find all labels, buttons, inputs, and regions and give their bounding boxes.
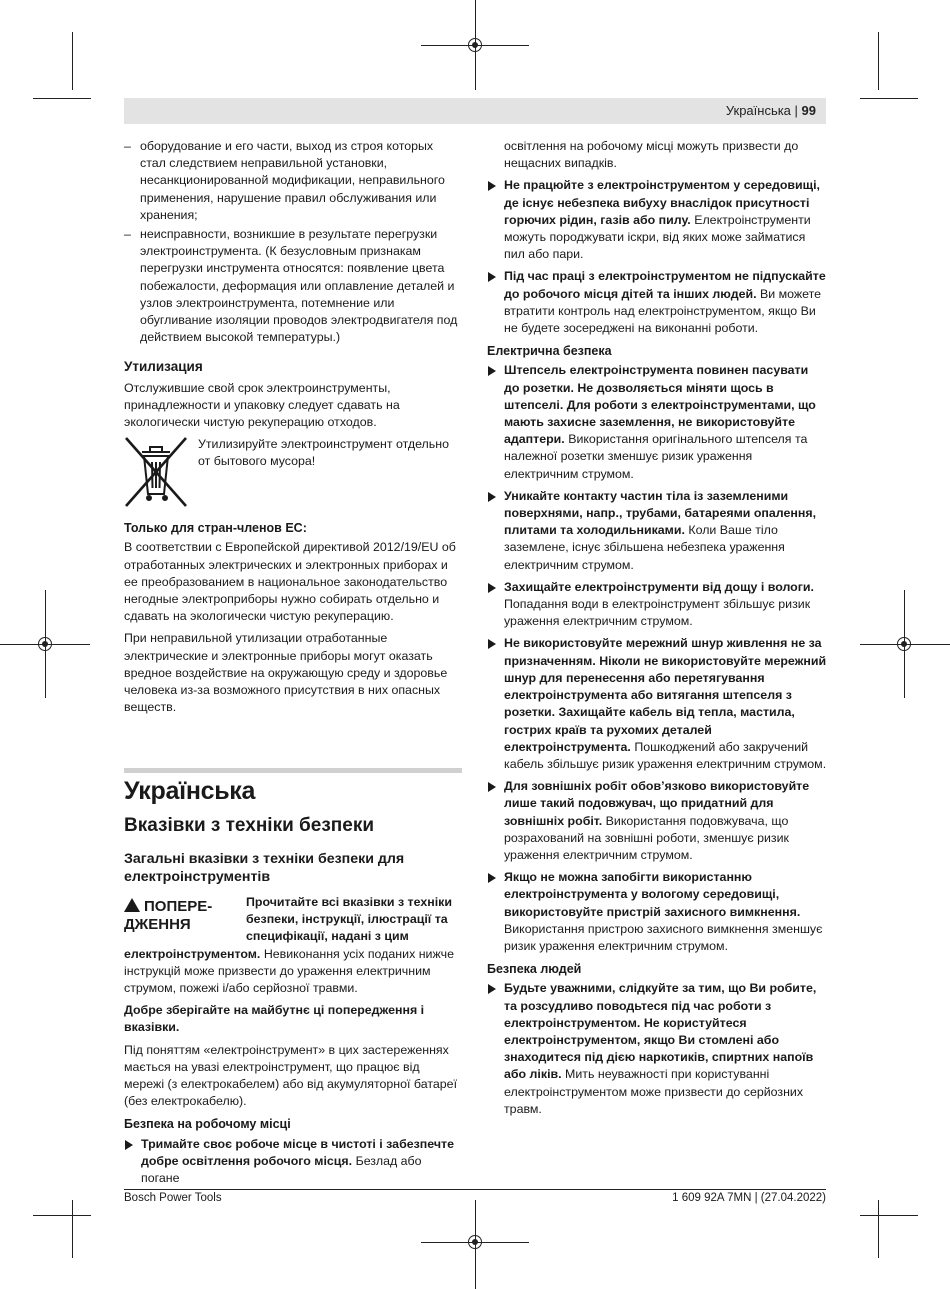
electric-safety-heading: Електрична безпека xyxy=(487,344,612,359)
warning-text: Невиконання усіх поданих нижче інструкцій може призвести до ураження електричним струмом, пожежі і/або серйозної травми. xyxy=(124,946,454,995)
crop-mark xyxy=(878,1200,879,1258)
crop-mark xyxy=(72,1200,73,1258)
footer-doc-number: 1 609 92A 7MN | (27.04.2022) xyxy=(672,1192,826,1204)
safety-bullet: Уникайте контакту частин тіла із заземленими поверхнями, напр., трубами, батареями опалення, плитами та холодильниками. Коли Ваше тіло заземлене, існує збільшена небезпека ураження електричним струмом. xyxy=(487,488,827,574)
crop-mark xyxy=(860,1215,918,1216)
warning-block xyxy=(124,894,462,997)
crop-mark xyxy=(33,1215,91,1216)
registration-mark-icon xyxy=(468,1235,482,1249)
right-column xyxy=(487,138,827,1123)
registration-mark-icon xyxy=(468,38,482,52)
safety-bullet: Для зовнішніх робіт обов’язково використовуйте лише такий подовжувач, що придатний для зовнішніх робіт. Використання подовжувача, що розрахований на зовнішні роботи, зменшує ризик ураження електричним струмом. xyxy=(487,778,827,864)
warning-triangle-icon xyxy=(124,898,140,912)
crop-mark xyxy=(33,98,91,99)
disposal-bin-text: Утилизируйте электроинструмент отдельно от бытового мусора! xyxy=(198,437,449,469)
warning-label: ПОПЕРЕ-ДЖЕННЯ xyxy=(124,897,213,933)
eu-text: В соответствии с Европейской директивой 2012/19/EU об отработанных электрических и электронных приборах и ее преобразованием в национальное законодательство негодные электроприборы нужно собирать отдельно и сдавать на экологически чистую рекуперацию. xyxy=(124,540,456,624)
warning-bold-text: Прочитайте всі вказівки з техніки безпеки, інструкції, ілюстрації та специфікації, надані з цим електроінструментом. xyxy=(124,894,452,961)
safety-bullet: Під час праці з електроінструментом не підпускайте до робочого місця дітей та інших людей. Ви можете втратити контроль над електроінструментом, якщо Ви не будете зосереджені на виконанні роботи. xyxy=(487,268,827,337)
crop-mark xyxy=(878,32,879,90)
footer-brand: Bosch Power Tools xyxy=(124,1192,222,1204)
safety-bullet: Захищайте електроінструменти від дощу і вологи. Попадання води в електроінструмент збільшує ризик ураження електричним струмом. xyxy=(487,579,827,631)
page-header xyxy=(124,98,826,124)
crop-mark xyxy=(72,32,73,90)
safety-bullet: Будьте уважними, слідкуйте за тим, що Ви робите, та розсудливо поводьтеся під час роботи з електроінструментом. Не користуйтеся електроінструментом, якщо Ви стомлені або знаходитеся під дією наркотиків, спиртних напоїв або ліків. Мить неуважності при користуванні електроінструментом може призвести до серйозних травм. xyxy=(487,980,827,1118)
eu-heading: Только для стран-членов ЕС: xyxy=(124,521,307,536)
section-divider xyxy=(124,768,462,773)
left-column xyxy=(124,138,462,1192)
list-item: – неисправности, возникшие в результате перегрузки электроинструмента. (К безусловным признакам перегрузки инструмента относятся: появление цвета побежалости, деформация или оплавление деталей и узлов электроинструмента, потемнение или обугливание изоляции проводов электродвигателя под действием высокой температуры.) xyxy=(124,226,462,346)
registration-mark-icon xyxy=(897,637,911,651)
language-title: Українська xyxy=(124,777,256,806)
section-title: Вказівки з техніки безпеки xyxy=(124,814,375,836)
list-item: – оборудование и его части, выход из строя которых стал следствием неправильной установки, несанкционированной модификации, неправильного применения, нарушение правил обслуживания или хранения; xyxy=(124,138,462,224)
safety-bullet: Якщо не можна запобігти використанню електроінструмента у вологому середовищі, використовуйте пристрій захисного вимкнення. Використання пристрою захисного вимкнення зменшує ризик ураження електричним струмом. xyxy=(487,869,827,955)
header-language: Українська xyxy=(725,103,791,118)
header-text: Українська | 99 xyxy=(725,103,816,118)
workplace-heading: Безпека на робочому місці xyxy=(124,1117,291,1132)
disposal-heading: Утилизация xyxy=(124,359,203,375)
registration-mark-icon xyxy=(38,637,52,651)
safety-bullet: Не використовуйте мережний шнур живлення не за призначенням. Ніколи не використовуйте мережний шнур для перенесення або перетягування електроінструмента або витягання штепселя з розетки. Захищайте кабель від тепла, мастила, гострих країв та рухомих деталей електроінструмента. Пошкоджений або закручений кабель збільшує ризик ураження електричним струмом. xyxy=(487,635,827,773)
safety-bullet: Тримайте своє робоче місце в чистоті і забезпечте добре освітлення робочого місця. Безлад або погане xyxy=(124,1136,462,1188)
footer-divider xyxy=(124,1189,826,1190)
disposal-text: Отслужившие свой срок электроинструменты, принадлежности и упаковку следует сдавать на экологически чистую рекуперацию отходов. xyxy=(124,380,400,430)
keep-instructions: Добре зберігайте на майбутнє ці попередження і вказівки. xyxy=(124,1003,425,1035)
crossed-bin-icon xyxy=(124,436,188,508)
general-safety-title: Загальні вказівки з техніки безпеки для електроінструментів xyxy=(124,850,405,885)
safety-bullet: Штепсель електроінструмента повинен пасувати до розетки. Не дозволяється міняти щось в штепселі. Для роботи з електроінструментами, що мають захисне заземлення, не використовуйте адаптери. Використання оригінального штепселя та належної розетки зменшує ризик ураження електричним струмом. xyxy=(487,362,827,482)
crop-mark xyxy=(860,98,918,99)
safety-bullet: Не працюйте з електроінструментом у середовищі, де існує небезпека вибуху внаслідок присутності горючих рідин, газів або пилу. Електроінструменти можуть породжувати іскри, від яких може займатися пил або пари. xyxy=(487,177,827,263)
people-safety-heading: Безпека людей xyxy=(487,962,582,977)
disposal-notice xyxy=(124,436,462,508)
continued-text: освітлення на робочому місці можуть призвести до нещасних випадків. xyxy=(504,139,799,171)
term-definition: Під поняттям «електроінструмент» в цих застереженнях мається на увазі електроінструмент, що працює від мережі (з електрокабелем) або від акумуляторної батареї (без електрокабелю). xyxy=(124,1042,458,1109)
eu-text-2: При неправильной утилизации отработанные электрические и электронные приборы могут оказать вредное воздействие на окружающую среду и здоровье человека из-за возможного присутствия в них опасных веществ. xyxy=(124,631,448,715)
page-number: 99 xyxy=(801,103,816,118)
